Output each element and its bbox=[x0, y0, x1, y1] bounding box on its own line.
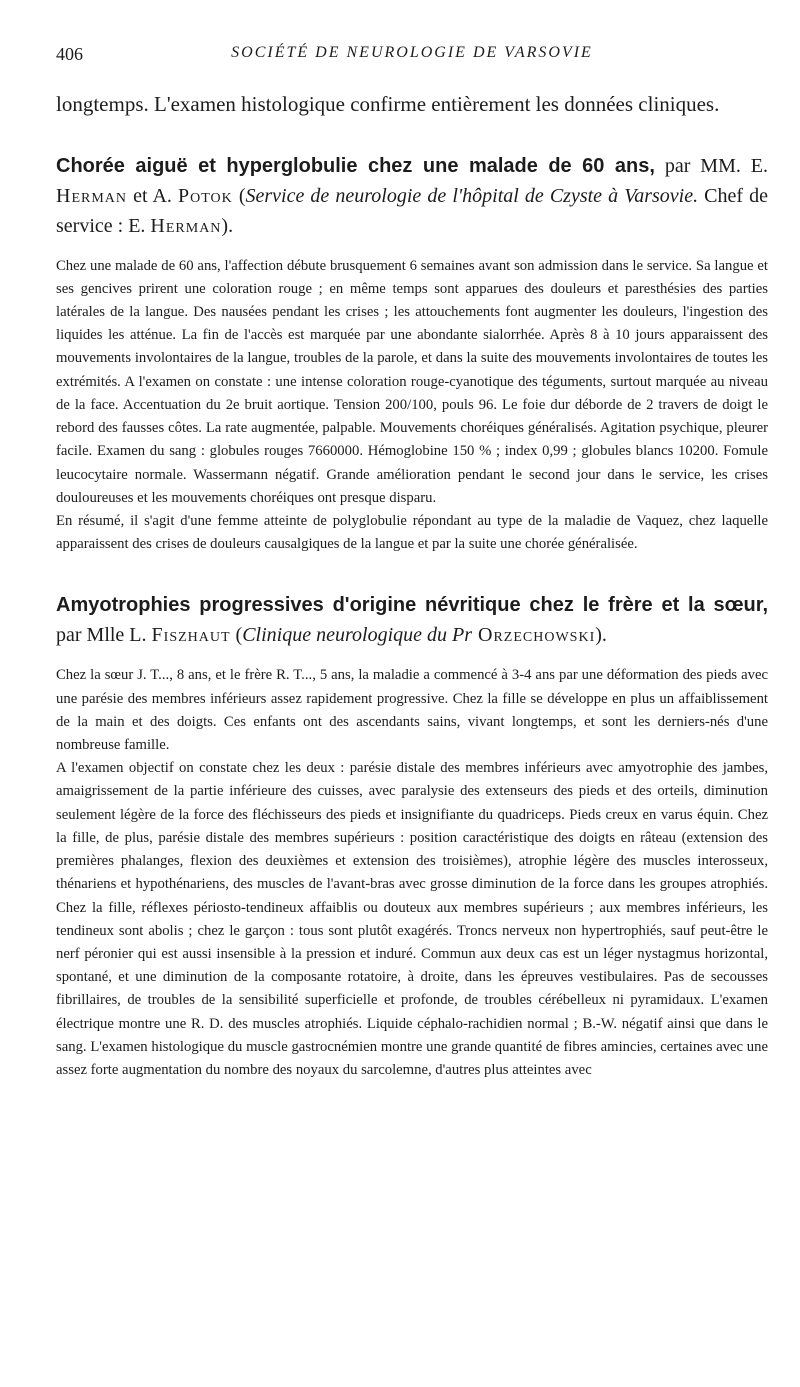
section-body bbox=[56, 664, 768, 1082]
author-name: Fiszhaut bbox=[151, 624, 231, 647]
body-paragraph: Chez la sœur J. T..., 8 ans, et le frère R. T..., 5 ans, la maladie a commencé à 3-4 ans par une déformation des pieds avec une parésie des membres inférieurs assez rapidement progressive. Chez la fille se développe en plus un affaiblissement de la main et des doigts. Ces enfants ont des ascendants sains, vivant longtemps, et sont les derniers-nés d'une nombreuse famille. bbox=[56, 667, 768, 754]
page-header bbox=[56, 44, 768, 70]
continuation-paragraph: longtemps. L'examen histologique confirme entièrement les données cliniques. bbox=[56, 92, 720, 116]
paren-open: ( bbox=[232, 184, 246, 207]
chief-prefix: Chef de service : E. bbox=[56, 184, 768, 237]
paren-close: ). bbox=[221, 214, 234, 237]
section-amyotrophy bbox=[56, 590, 768, 1082]
page-content bbox=[56, 80, 768, 1082]
section-chorea bbox=[56, 151, 768, 557]
affiliation: Service de neurologie de l'hôpital de Czyste à Varsovie. bbox=[245, 184, 699, 207]
title-par: par MM. E. bbox=[654, 154, 768, 177]
title-conjunction: et A. bbox=[127, 184, 179, 207]
body-paragraph: En résumé, il s'agit d'une femme atteinte de polyglobulie répondant au type de la maladie de Vaquez, chez laquelle apparaissent des crises de douleurs causalgiques de la langue et par la suite une chorée généralisée. bbox=[56, 512, 768, 553]
paren-close: ). bbox=[595, 624, 607, 647]
body-paragraph: A l'examen objectif on constate chez les deux : parésie distale des membres inférieurs avec amyotrophie des jambes, amaigrissement de la partie inférieure des cuisses, avec paralysie des extenseurs des pieds et des orteils, diminution seulement légère de la force des fléchisseurs des pieds et insignifiante du quadriceps. Pieds creux en varus équin. Chez la fille, de plus, parésie distale des membres supérieurs : position caractéristique des doigts en râteau (extension des premières phalanges, flexion des deuxièmes et extension des troisièmes), atrophie légère des muscles interosseux, thénariens et hypothénariens, des muscles de l'avant-bras avec grosse diminution de la force dans les groupes atrophiés. Chez la fille, réflexes périosto-tendineux affaiblis ou douteux aux membres supérieurs ; aux membres inférieurs, les tendineux sont abolis ; chez le garçon : tous sont plutôt exagérés. Troncs nerveux non hypertrophiés, sauf peut-être le nerf péronier qui est aussi insensible à la pression et induré. Commun aux deux cas est un léger nystagmus horizontal, spontané, et une diminution de la composante rotatoire, à droite, dans les épreuves vestibulaires. Pas de secousses fibrillaires, de troubles de la sensibilité superficielle et profonde, de troubles cérébelleux ni pyramidaux. L'examen électrique montre une R. D. des muscles atrophiés. Liquide céphalo-rachidien normal ; B.-W. négatif ainsi que dans le sang. L'examen histologique du muscle gastrocnémien montre une grande quantité de fibres amincies, certaines avec une assez forte augmentation du nombre des noyaux du sarcolemne, d'autres plus atteintes avec bbox=[56, 760, 768, 1079]
author-name: Herman bbox=[56, 184, 128, 207]
author-name: Orzechowski bbox=[472, 624, 596, 647]
affiliation: Clinique neurologique du Pr bbox=[242, 624, 473, 647]
title-par: par Mlle L. bbox=[56, 624, 152, 647]
title-main: Chorée aiguë et hyperglobulie chez une malade de 60 ans, bbox=[56, 154, 655, 177]
author-name: Potok bbox=[178, 184, 233, 207]
body-paragraph: Chez une malade de 60 ans, l'affection débute brusquement 6 semaines avant son admission dans le service. Sa langue et ses gencives prirent une coloration rouge ; en même temps sont apparues des douleurs et paresthésies des parties latérales de la langue. Des nausées pendant les crises ; les attouchements font augmenter les douleurs, l'ingestion des liquides les atténue. La fin de l'accès est marquée par une abondante sialorrhée. Après 8 à 10 jours apparaissent des mouvements involontaires de la langue, troubles de la parole, et dans la suite des mouvements involontaires de toutes les extrémités. A l'examen on constate : une intense coloration rouge-cyanotique des téguments, surtout marquée au niveau de la face. Accentuation du 2e bruit aortique. Tension 200/100, pouls 96. Le foie dur déborde de 2 travers de doigt le rebord des fausses côtes. La rate augmentée, palpable. Mouvements choréiques généralisés. Agitation psychique, pleurer facile. Examen du sang : globules rouges 7660000. Hémoglobine 150 % ; index 0,99 ; globules blancs 10200. Fomule leucocytaire normale. Wassermann négatif. Grande amélioration pendant le second jour dans le service, les crises douloureuses et les mouvements choréiques ont presque disparu. bbox=[56, 257, 768, 506]
running-title: SOCIÉTÉ DE NEUROLOGIE DE VARSOVIE bbox=[231, 44, 593, 61]
section-body bbox=[56, 255, 768, 557]
title-main: Amyotrophies progressives d'origine névritique chez le frère et la sœur, bbox=[56, 594, 768, 617]
section-title bbox=[56, 151, 768, 241]
paren-open: ( bbox=[230, 624, 243, 647]
page-number: 406 bbox=[56, 44, 83, 64]
chief-name: Herman bbox=[150, 214, 222, 237]
section-title bbox=[56, 590, 768, 650]
